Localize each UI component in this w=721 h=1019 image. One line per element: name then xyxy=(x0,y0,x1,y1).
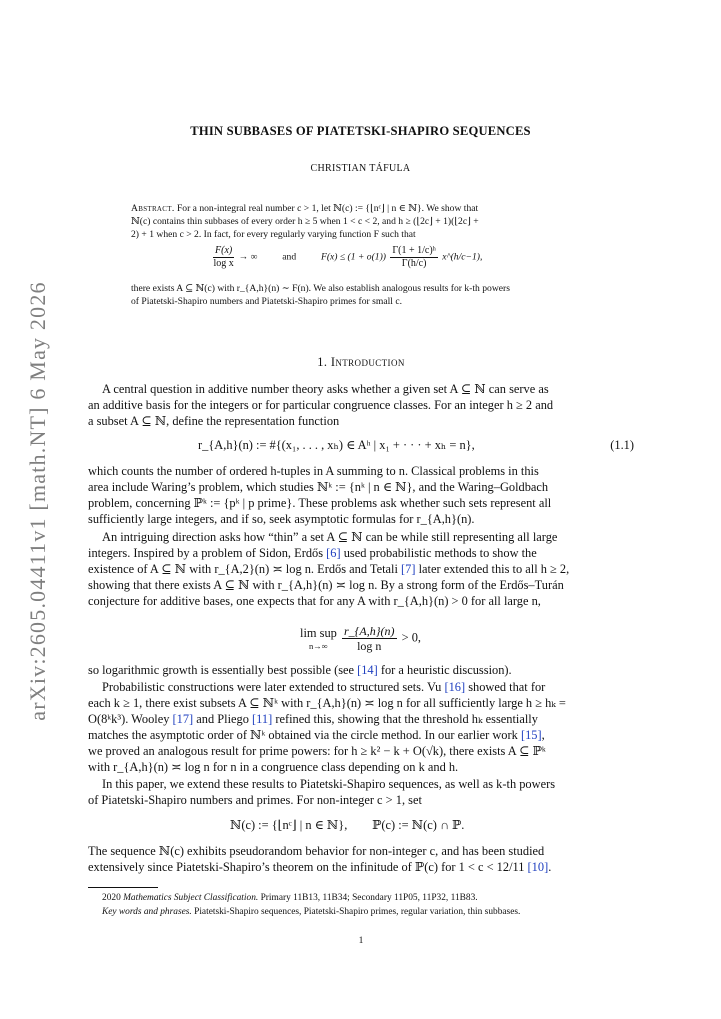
text-line xyxy=(88,712,634,727)
text-line: a subset A ⊆ ℕ, define the representation function xyxy=(88,414,340,428)
abstract-line-1 xyxy=(131,203,591,215)
text-span: so logarithmic growth is essentially best possible (see xyxy=(88,663,358,677)
text-line xyxy=(88,663,634,678)
text-line: The sequence ℕ(c) exhibits pseudorandom behavior for non-integer c, and has been studied xyxy=(88,844,545,858)
msc-label: Mathematics Subject Classification. xyxy=(123,893,259,903)
text-line xyxy=(88,546,634,561)
fraction xyxy=(213,245,234,270)
fraction-denominator: log n xyxy=(357,639,382,653)
text-line: area include Waring’s problem, which studies ℕᵏ := {nᵏ | n ∈ ℕ}, and the Waring–Goldbach xyxy=(88,480,549,494)
section-heading: 1. Introduction xyxy=(317,355,405,369)
text-span: and Pliego xyxy=(193,712,253,726)
text-span: matches the asymptotic order of ℕᵏ obtained via the circle method. In our earlier work xyxy=(88,728,521,742)
math-connector: and xyxy=(282,251,297,263)
text-line: showing that there exists A ⊆ ℕ with r_{A,h}(n) ≍ log n. By a strong form of the Erdős–Turán xyxy=(88,578,564,592)
limsup-subscript: n→∞ xyxy=(309,640,328,651)
abstract-line-2: ℕ(c) contains thin subbases of every order h ≥ 5 when 1 < c < 2, and h ≥ (⌊2c⌋ + 1)(⌊2c⌋ + xyxy=(131,216,479,227)
author-name: CHRISTIAN TÁFULA xyxy=(310,163,411,174)
text-line: problem, concerning ℙᵏ := {pᵏ | p prime}. These problems ask whether such sets represent all xyxy=(88,496,552,510)
text-span: refined this, showing that the threshold hₖ essentially xyxy=(272,712,538,726)
citation-link[interactable]: [6] xyxy=(326,546,341,560)
abstract-text-1: For a non-integral real number c > 1, let ℕ(c) := {⌊nᶜ⌋ | n ∈ ℕ}. We show that xyxy=(176,203,479,214)
text-line: which counts the number of ordered h-tuples in A summing to n. Classical problems in this xyxy=(88,464,539,478)
equation-number: (1.1) xyxy=(610,438,634,452)
equation-sets: ℕ(c) := {⌊nᶜ⌋ | n ∈ ℕ}, ℙ(c) := ℕ(c) ∩ ℙ. xyxy=(230,818,465,832)
text-line xyxy=(88,562,634,577)
abstract-display-math xyxy=(211,245,591,270)
limsup-operator xyxy=(300,626,337,650)
msc-text: Primary 11B13, 11B34; Secondary 11P05, 11P32, 11B83. xyxy=(258,893,478,903)
text-line: each k ≥ 1, there exist subsets A ⊆ ℕᵏ with r_{A,h}(n) ≍ log n for all sufficiently large h ≥ hₖ = xyxy=(88,696,566,710)
arxiv-identifier: arXiv:2605.04411v1 [math.NT] 6 May 2026 xyxy=(25,281,50,721)
page-number: 1 xyxy=(358,936,364,946)
equation-1-1: r_{A,h}(n) := #{(x₁, . . . , xₕ) ∈ Aʰ | x₁ + · · · + xₕ = n}, xyxy=(198,438,475,452)
text-line: A central question in additive number theory asks whether a given set A ⊆ ℕ can serve as xyxy=(102,382,549,396)
text-span: integers. Inspired by a problem of Sidon, Erdős xyxy=(88,546,327,560)
fraction xyxy=(342,624,397,653)
text-line: sufficiently large integers, and if so, seek asymptotic formulas for r_{A,h}(n). xyxy=(88,512,475,526)
keywords-label: Key words and phrases. xyxy=(102,907,192,917)
text-line: we proved an analogous result for prime powers: for h ≥ k² − k + O(√k), there exists A ⊆ ℙᵏ xyxy=(88,744,546,758)
citation-link[interactable]: [7] xyxy=(401,562,416,576)
abstract-line-5: of Piatetski-Shapiro numbers and Piatetski-Shapiro primes for small c. xyxy=(131,296,402,307)
text-span: , xyxy=(541,728,545,742)
text-line: an additive basis for the integers or for particular congruence classes. For an integer h ≥ 2 and xyxy=(88,398,554,412)
citation-link[interactable]: [16] xyxy=(444,680,466,694)
text-line: An intriguing direction asks how “thin” a set A ⊆ ℕ can be while still representing all large xyxy=(102,530,558,544)
text-line: with r_{A,h}(n) ≍ log n for n in a congruence class depending on k and h. xyxy=(88,760,459,774)
fraction-numerator: r_{A,h}(n) xyxy=(343,624,395,638)
abstract xyxy=(131,203,591,307)
text-line: In this paper, we extend these results to Piatetski-Shapiro sequences, as well as k-th powers xyxy=(102,777,556,791)
math-text: F(x) ≤ (1 + o(1)) xyxy=(320,251,386,263)
fraction-numerator: F(x) xyxy=(215,245,233,256)
fraction-numerator: Γ(1 + 1/c)ʰ xyxy=(392,245,436,256)
text-line: conjecture for additive bases, one expects that for any A with r_{A,h}(n) > 0 for all large n, xyxy=(88,594,541,608)
text-span: . xyxy=(548,860,552,874)
citation-link[interactable]: [14] xyxy=(357,663,378,677)
msc-year: 2020 xyxy=(102,893,124,903)
text-line xyxy=(88,860,634,875)
text-span: for a heuristic discussion). xyxy=(377,663,512,677)
citation-link[interactable]: [17] xyxy=(172,712,194,726)
footnote-keywords xyxy=(88,906,634,918)
math-text: → ∞ xyxy=(238,251,258,263)
keywords-text: Piatetski-Shapiro sequences, Piatetski-Shapiro primes, regular variation, thin subbases. xyxy=(191,907,521,917)
text-span: existence of A ⊆ ℕ with r_{A,2}(n) ≍ log n. Erdős and Tetali xyxy=(88,562,402,576)
fraction-denominator: Γ(h/c) xyxy=(401,258,427,269)
fraction-denominator: log x xyxy=(213,258,234,269)
abstract-line-4: there exists A ⊆ ℕ(c) with r_{A,h}(n) ∼ F(n). We also establish analogous results for k-th powers xyxy=(131,283,510,294)
text-span: used probabilistic methods to show the xyxy=(340,546,537,560)
fraction xyxy=(390,245,438,270)
text-span: extensively since Piatetski-Shapiro’s theorem on the infinitude of ℙ(c) for 1 < c < 12/11 xyxy=(88,860,528,874)
text-line xyxy=(102,680,634,695)
math-text: > 0, xyxy=(401,630,422,645)
citation-link[interactable]: [10] xyxy=(527,860,549,874)
limsup-text: lim sup xyxy=(300,626,337,641)
text-span: O(8ᵏk³). Wooley xyxy=(88,712,173,726)
text-line: of Piatetski-Shapiro numbers and primes. For non-integer c > 1, set xyxy=(88,793,422,807)
text-span: Probabilistic constructions were later extended to structured sets. Vu xyxy=(102,680,445,694)
footnote-rule xyxy=(88,887,158,888)
text-line xyxy=(88,728,634,743)
footnote-msc xyxy=(88,892,634,904)
equation-limsup xyxy=(300,624,634,653)
citation-link[interactable]: [15] xyxy=(520,728,542,742)
abstract-line-3: 2) + 1 when c > 2. In fact, for every regularly varying function F such that xyxy=(131,229,416,240)
text-span: later extended this to all h ≥ 2, xyxy=(415,562,570,576)
body-text xyxy=(88,382,634,882)
text-span: showed that for xyxy=(465,680,546,694)
math-text: x^(h/c−1), xyxy=(442,251,483,263)
citation-link[interactable]: [11] xyxy=(252,712,273,726)
abstract-label: Abstract. xyxy=(131,203,175,214)
paper-title: THIN SUBBASES OF PIATETSKI-SHAPIRO SEQUENCES xyxy=(190,124,531,138)
